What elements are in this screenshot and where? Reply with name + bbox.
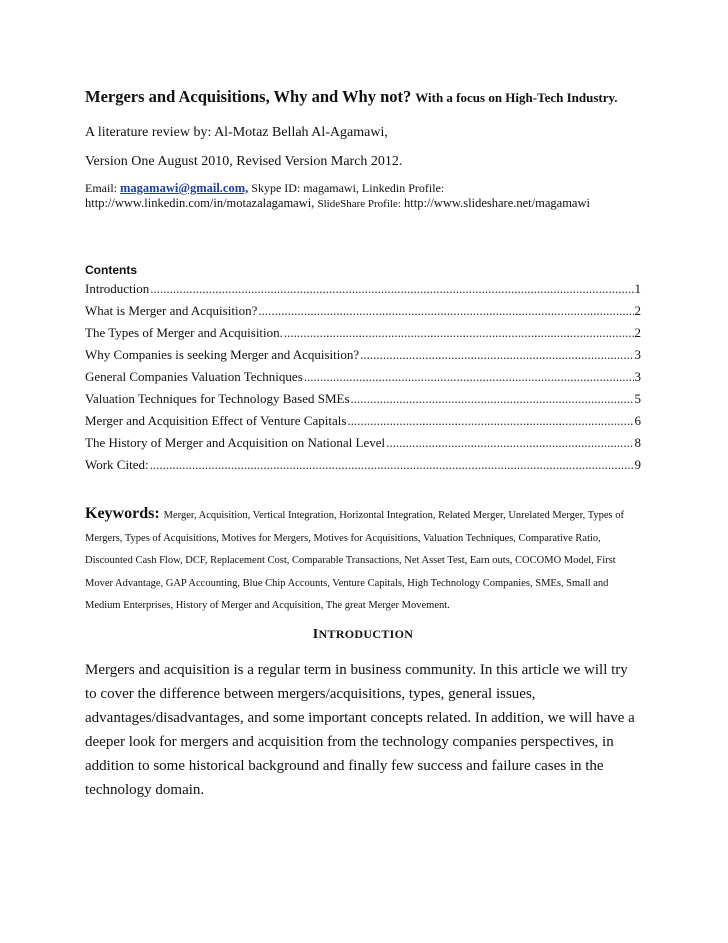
toc-entry-general-valuation[interactable] xyxy=(85,366,641,388)
toc-dot-leader xyxy=(386,432,633,454)
toc-dot-leader xyxy=(284,322,634,344)
slideshare-label: SlideShare Profile: xyxy=(317,198,401,210)
toc-entry-label: The Types of Merger and Acquisition. xyxy=(85,325,283,340)
contact-line-1 xyxy=(85,181,444,196)
toc-entry-page: 9 xyxy=(634,457,641,472)
toc-dot-leader xyxy=(258,300,633,322)
toc-entry-label: The History of Merger and Acquisition on National Level xyxy=(85,435,386,450)
introduction-paragraph: Mergers and acquisition is a regular term in business community. In this article we will try to cover the difference between mergers/acquisitions, types, general issues, advantages/disadvantages, and some important concepts related. In addition, we will have a deeper look for mergers and acquisition from the technology companies perspectives, in addition to some historical background and finally few success and failure cases in the technology domain. xyxy=(85,662,635,798)
slideshare-url[interactable]: http://www.slideshare.net/magamawi xyxy=(404,196,590,210)
toc-dot-leader xyxy=(351,388,634,410)
toc-entry-history[interactable] xyxy=(85,432,641,454)
keywords-text: Merger, Acquisition, Vertical Integration, Horizontal Integration, Related Merger, Unrelated Merger, Types of Mergers, Types of Acquisitions, Motives for Mergers, Motives for Acquisitions, Valuation Techniques, Comparative Ratio, Discounted Cash Flow, DCF, Replacement Cost, Comparable Transactions, Net Asset Test, Earn outs, COCOMO Model, First Mover Advantage, GAP Accounting, Blue Chip Accounts, Venture Capitals, High Technology Companies, SMEs, Small and Medium Enterprises, History of Merger and Acquisition, The great Merger Movement. xyxy=(85,510,625,611)
toc-entry-venture-capitals[interactable] xyxy=(85,410,641,432)
introduction-heading xyxy=(85,627,641,643)
toc-entry-page: 2 xyxy=(634,325,641,340)
email-link[interactable]: magamawi@gmail.com, xyxy=(120,181,249,195)
toc-entry-what-is-merger[interactable] xyxy=(85,300,641,322)
toc-entry-label: General Companies Valuation Techniques xyxy=(85,369,303,384)
toc-dot-leader xyxy=(347,410,633,432)
toc-entry-types[interactable] xyxy=(85,322,641,344)
table-of-contents xyxy=(85,278,641,476)
contact-line-2 xyxy=(85,196,590,211)
toc-dot-leader xyxy=(150,454,634,476)
toc-entry-label: Why Companies is seeking Merger and Acquisition? xyxy=(85,347,360,362)
toc-dot-leader xyxy=(360,344,633,366)
toc-entry-why-companies[interactable] xyxy=(85,344,641,366)
toc-entry-label: Valuation Techniques for Technology Based SMEs xyxy=(85,391,350,406)
introduction-heading-initial: I xyxy=(312,627,319,642)
linkedin-url[interactable]: http://www.linkedin.com/in/motazalagamawi, xyxy=(85,196,315,210)
introduction-heading-rest: NTRODUCTION xyxy=(318,627,414,641)
toc-entry-introduction[interactable] xyxy=(85,278,641,300)
toc-entry-page: 2 xyxy=(634,303,641,318)
contents-heading: Contents xyxy=(85,263,137,277)
toc-entry-page: 6 xyxy=(634,413,641,428)
toc-dot-leader xyxy=(304,366,634,388)
version-line: Version One August 2010, Revised Version March 2012. xyxy=(85,154,403,169)
toc-entry-label: What is Merger and Acquisition? xyxy=(85,303,258,318)
toc-entry-page: 3 xyxy=(634,369,641,384)
toc-entry-page: 8 xyxy=(634,435,641,450)
introduction-body xyxy=(85,658,641,802)
title-subtitle: With a focus on High-Tech Industry. xyxy=(415,90,618,105)
toc-entry-page: 5 xyxy=(634,391,641,406)
title-main: Mergers and Acquisitions, Why and Why not? xyxy=(85,87,412,106)
skype-linkedin-text: Skype ID: magamawi, Linkedin Profile: xyxy=(251,181,445,195)
toc-entry-sme-valuation[interactable] xyxy=(85,388,641,410)
email-label: Email: xyxy=(85,181,117,195)
toc-entry-page: 1 xyxy=(634,281,641,296)
keywords-block xyxy=(85,503,641,618)
toc-entry-work-cited[interactable] xyxy=(85,454,641,476)
keywords-label: Keywords: xyxy=(85,505,160,522)
author-line: A literature review by: Al-Motaz Bellah Al-Agamawi, xyxy=(85,125,388,140)
toc-entry-label: Introduction xyxy=(85,281,150,296)
toc-dot-leader xyxy=(150,278,633,300)
toc-entry-label: Merger and Acquisition Effect of Venture Capitals xyxy=(85,413,347,428)
toc-entry-label: Work Cited: xyxy=(85,457,149,472)
document-title xyxy=(85,87,618,107)
toc-entry-page: 3 xyxy=(634,347,641,362)
